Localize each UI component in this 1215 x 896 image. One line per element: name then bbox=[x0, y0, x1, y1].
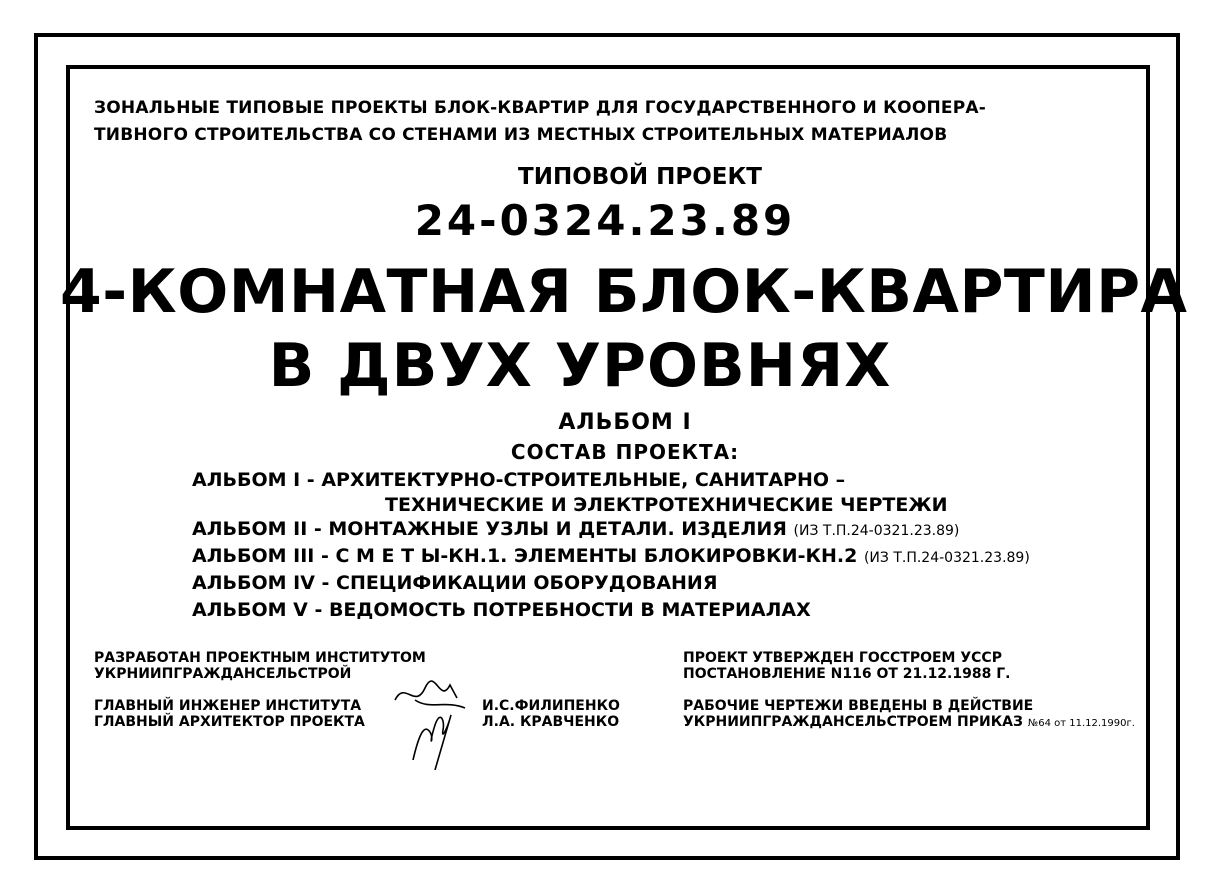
composition-item-label: АЛЬБОМ II - bbox=[192, 518, 322, 540]
approval-line-3: РАБОЧИЕ ЧЕРТЕЖИ ВВЕДЕНЫ В ДЕЙСТВИЕ bbox=[683, 698, 1034, 714]
composition-item-label: АЛЬБОМ III - bbox=[192, 545, 329, 567]
composition-item-text: МОНТАЖНЫЕ УЗЛЫ И ДЕТАЛИ. ИЗДЕЛИЯ bbox=[328, 518, 787, 540]
composition-heading: СОСТАВ ПРОЕКТА: bbox=[510, 440, 740, 464]
composition-item-label: АЛЬБОМ V - bbox=[192, 599, 323, 621]
composition-item-label: АЛЬБОМ IV - bbox=[192, 572, 330, 594]
header-line-1: ЗОНАЛЬНЫЕ ТИПОВЫЕ ПРОЕКТЫ БЛОК-КВАРТИР ДЛЯ ГОСУДАРСТВЕННОГО И КООПЕРА- bbox=[94, 98, 986, 118]
composition-item-text: С М Е Т Ы-КН.1. ЭЛЕМЕНТЫ БЛОКИРОВКИ-КН.2 bbox=[335, 545, 858, 567]
composition-item bbox=[192, 574, 717, 593]
chief-engineer-name: И.С.ФИЛИПЕНКО bbox=[482, 698, 620, 714]
project-number: 24-0324.23.89 bbox=[414, 196, 796, 245]
composition-item bbox=[192, 601, 811, 620]
composition-item bbox=[192, 520, 959, 539]
developer-line-1: РАЗРАБОТАН ПРОЕКТНЫМ ИНСТИТУТОМ bbox=[94, 650, 426, 666]
header-line-2: ТИВНОГО СТРОИТЕЛЬСТВА СО СТЕНАМИ ИЗ МЕСТНЫХ СТРОИТЕЛЬНЫХ МАТЕРИАЛОВ bbox=[94, 125, 948, 145]
composition-item-text: ВЕДОМОСТЬ ПОТРЕБНОСТИ В МАТЕРИАЛАХ bbox=[328, 599, 811, 621]
handwritten-signature bbox=[385, 670, 475, 770]
composition-item bbox=[192, 547, 1030, 566]
title-line-1: 4-КОМНАТНАЯ БЛОК-КВАРТИРА bbox=[60, 257, 1188, 327]
composition-item-continuation: ТЕХНИЧЕСКИЕ И ЭЛЕКТРОТЕХНИЧЕСКИЕ ЧЕРТЕЖИ bbox=[385, 494, 948, 516]
developer-line-2: УКРНИИПГРАЖДАНСЕЛЬСТРОЙ bbox=[94, 666, 352, 682]
approval-line-4 bbox=[683, 715, 1135, 729]
approval-order-note: №64 от 11.12.1990г. bbox=[1027, 718, 1135, 729]
chief-architect-role: ГЛАВНЫЙ АРХИТЕКТОР ПРОЕКТА bbox=[94, 714, 365, 730]
composition-item-text: АРХИТЕКТУРНО-СТРОИТЕЛЬНЫЕ, САНИТАРНО – bbox=[321, 469, 846, 491]
project-type-label: ТИПОВОЙ ПРОЕКТ bbox=[518, 164, 762, 190]
chief-engineer-role: ГЛАВНЫЙ ИНЖЕНЕР ИНСТИТУТА bbox=[94, 698, 362, 714]
approval-line-2: ПОСТАНОВЛЕНИЕ N116 ОТ 21.12.1988 Г. bbox=[683, 666, 1011, 682]
chief-architect-name: Л.А. КРАВЧЕНКО bbox=[482, 714, 620, 730]
title-line-2: В ДВУХ УРОВНЯХ bbox=[268, 331, 892, 401]
album-label: АЛЬБОМ I bbox=[558, 410, 692, 435]
composition-item-label: АЛЬБОМ I - bbox=[192, 469, 315, 491]
composition-item-text: СПЕЦИФИКАЦИИ ОБОРУДОВАНИЯ bbox=[336, 572, 718, 594]
composition-item-note: (ИЗ Т.П.24-0321.23.89) bbox=[863, 550, 1030, 566]
composition-item bbox=[192, 471, 845, 490]
approval-order-text: УКРНИИПГРАЖДАНСЕЛЬСТРОЕМ ПРИКАЗ bbox=[683, 714, 1023, 730]
composition-item-note: (ИЗ Т.П.24-0321.23.89) bbox=[793, 523, 960, 539]
approval-line-1: ПРОЕКТ УТВЕРЖДЕН ГОССТРОЕМ УССР bbox=[683, 650, 1002, 666]
